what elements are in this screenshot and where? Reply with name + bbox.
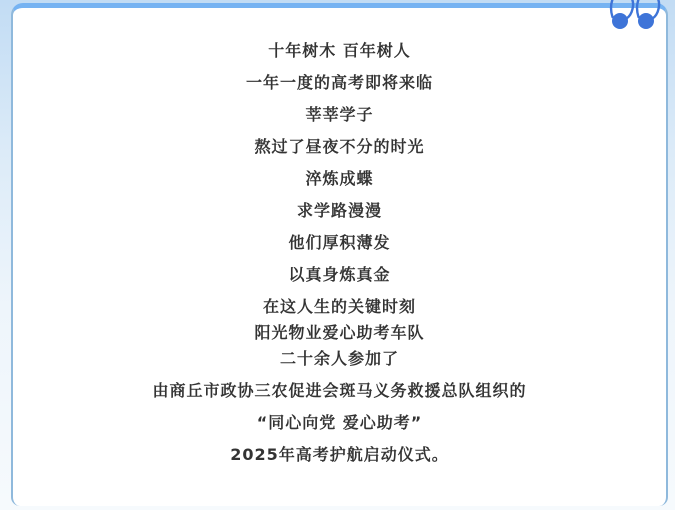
text-line: 由商丘市政协三农促进会斑马义务救援总队组织的	[152, 381, 527, 400]
article-card	[11, 3, 668, 506]
article-body	[13, 16, 666, 478]
text-line: 莘莘学子	[305, 105, 374, 124]
text-line: 以真身炼真金	[288, 265, 391, 284]
text-line: 淬炼成蝶	[305, 169, 374, 188]
text-line: 十年树木 百年树人	[268, 41, 411, 60]
text-line: 二十余人参加了	[279, 349, 399, 368]
text-line: 他们厚积薄发	[288, 233, 391, 252]
text-line: 2025年高考护航启动仪式。	[230, 445, 449, 464]
text-line: “同心向党 爱心助考”	[256, 413, 423, 432]
text-line: 阳光物业爱心助考车队	[254, 323, 425, 342]
text-line: 一年一度的高考即将来临	[245, 73, 433, 92]
text-line: 求学路漫漫	[296, 201, 382, 220]
text-line: 在这人生的关键时刻	[262, 297, 416, 316]
text-line: 熬过了昼夜不分的时光	[254, 137, 425, 156]
